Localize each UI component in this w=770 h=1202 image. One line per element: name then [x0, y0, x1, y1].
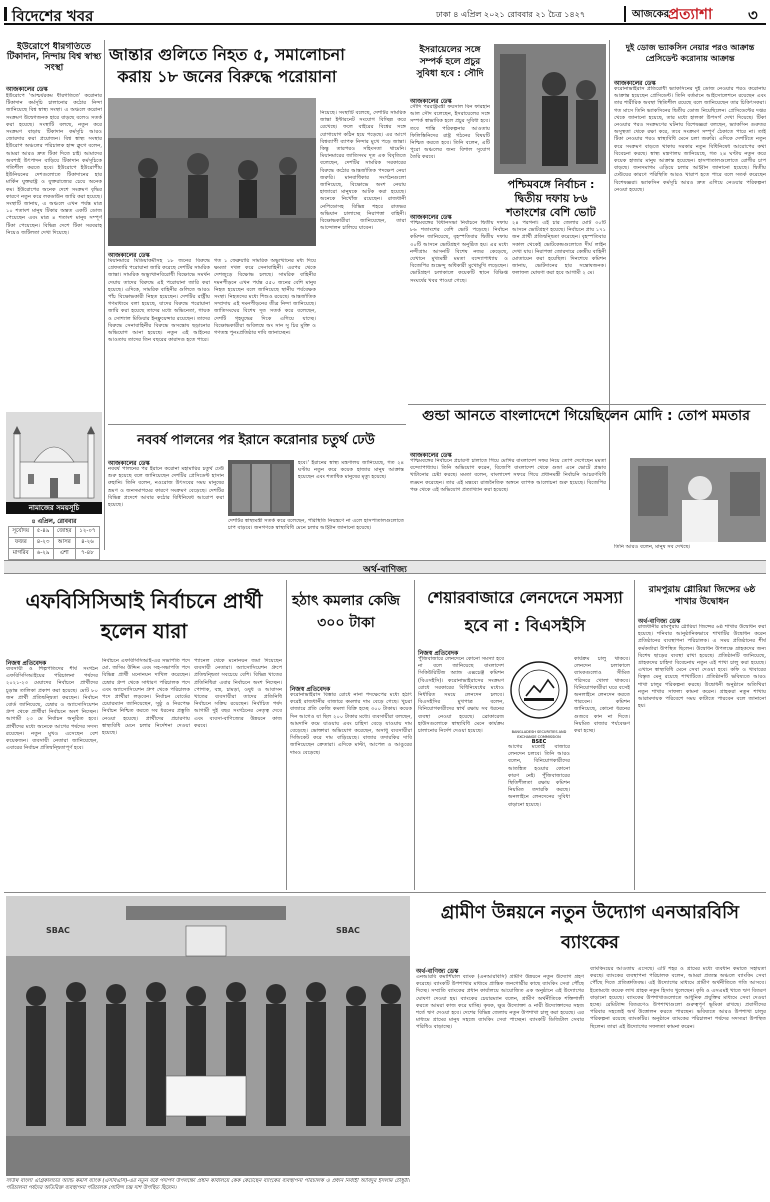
bsec-logo-abbr: BSEC [531, 739, 547, 745]
bsec-desk: নিজস্ব প্রতিবেদক [418, 650, 459, 657]
bsec-body-2: আগের মতোই বাজারে লেনদেন চলবে। তিনি আরও বলেন, বিনিয়োগকারীদের আতঙ্কিত হওয়ার কোনো কারণ নেই। পুঁজিবাজারের স্থিতিশীলতা রক্ষায় কমিশন নিয়মিত তদারকি করছে। অনলাইনে লেনদেনের সুবিধা বাড়ানো হয়েছে। [508, 744, 570, 808]
iran-headline: নববর্ষ পালনের পর ইরানে করোনার চতুর্থ ঢেউ [137, 433, 375, 448]
myanmar-headline: জান্তার গুলিতে নিহত ৫, সমালোচনা করায় ১৮ জনের বিরুদ্ধে পরোয়ানা [109, 45, 345, 86]
nrbc-desk: অর্থ-বাণিজ্য ডেস্ক [416, 968, 459, 975]
business-band-title: অর্থ-বাণিজ্য [363, 565, 407, 575]
orange-headline: হঠাৎ কমলার কেজি ৩০০ টাকা [292, 593, 400, 631]
modi-desk: আজকালের ডেস্ক [410, 452, 452, 459]
polling-image [494, 44, 606, 174]
iran-photo [228, 460, 294, 516]
glorias-body: রাজধানীর রামপুরায় গ্লোরিয়া জিন্সের ৬ষ্ঠ শাখার উদ্বোধন করা হয়েছে। শনিবার আনুষ্ঠানিকভাবে শাখাটির উদ্বোধন করেন প্রতিষ্ঠানের ব্যবস্থাপনা পরিচালক। এ সময় প্রতিষ্ঠানের শীর্ষ কর্মকর্তারা উপস্থিত ছিলেন। উদ্বোধন উপলক্ষে গ্রাহকদের জন্য বিশেষ ছাড়ের ব্যবস্থা রাখা হয়েছে। প্রতিষ্ঠানটি জানিয়েছে, গ্রাহকদের চাহিদা বিবেচনায় নতুন এই শাখা চালু করা হয়েছে। এখানে স্বাস্থ্যবিধি মেনে সেবা দেওয়া হবে। কফি ও খাবারের বিস্তৃত মেনু রয়েছে শাখাটিতে। প্রতিষ্ঠানটি ভবিষ্যতে আরও শাখা চালুর পরিকল্পনা করছে। উদ্বোধনী অনুষ্ঠানে অতিথিরা নতুন শাখার সাফল্য কামনা করেন। গ্রাহকরা নতুন শাখায় আরামদায়ক পরিবেশে সময় কাটাতে পারবেন বলে জানানো হয়। [638, 624, 766, 710]
section-rule [4, 892, 766, 893]
prayer-row: মাগরিব ৬-২৯ এশা ৭-৪৮ [9, 549, 100, 560]
date-line: ঢাকা ৪ এপ্রিল ২০২১ রোববার ২১ চৈত্র ১৪২৭ [436, 10, 586, 19]
myanmar-photo [108, 98, 316, 246]
dhaka-corona-body: করোনাভাইরাস প্রতিরোধী ভ্যাকসিনের দুই ডোজ নেওয়ার পরও করোনায় আক্রান্ত হয়েছেন প্রেসিডেন্ট। তিনি বর্তমানে আইসোলেশনে রয়েছেন এবং তার শারীরিক অবস্থা স্থিতিশীল রয়েছে বলে জানিয়েছেন তার চিকিৎসকরা। গত মাসে তিনি ভ্যাকসিনের দ্বিতীয় ডোজ নিয়েছিলেন। প্রেসিডেন্টের দপ্তর থেকে জানানো হয়েছে, তার মধ্যে হালকা উপসর্গ দেখা দিয়েছে। টিকা নেওয়ার পরও সংক্রমণের ঘটনায় বিশেষজ্ঞরা বলছেন, ভ্যাকসিন গুরুতর অসুস্থতা থেকে রক্ষা করে, তবে সংক্রমণ সম্পূর্ণ ঠেকাতে পারে না। তাই টিকা নেওয়ার পরও স্বাস্থ্যবিধি মেনে চলা জরুরি। এদিকে দেশটিতে নতুন করে সংক্রমণ বাড়তে থাকায় সরকার নতুন বিধিনিষেধ আরোপের কথা বিবেচনা করছে। স্বাস্থ্য মন্ত্রণালয় জানিয়েছে, গত ২৪ ঘণ্টায় নতুন করে কয়েক হাজার মানুষ আক্রান্ত হয়েছেন। হাসপাতালগুলোতে রোগীর চাপ বাড়ছে। জনসমাগম এড়িয়ে চলার আহ্বান জানানো হয়েছে। দ্বিতীয় ঢেউয়ের কারণে পরিস্থিতি আরও খারাপ হতে পারে বলে সতর্ক করেছেন বিশেষজ্ঞরা। ভ্যাকসিন কর্মসূচি আরও দ্রুত এগিয়ে নেওয়ার পরিকল্পনা নেওয়া হয়েছে। [614, 86, 766, 193]
israel-body: সৌদি পররাষ্ট্রমন্ত্রী ফয়সাল বিন ফারহান আল সৌদ বলেছেন, ইসরায়েলের সঙ্গে সম্পর্ক স্বাভাবিক হলে প্রচুর সুবিধা হবে। তবে শান্তি পরিকল্পনার আওতায় ফিলিস্তিনিদের রাষ্ট্র গঠনের বিষয়টি নিশ্চিত করতে হবে। তিনি বলেন, এটি পুরো অঞ্চলের জন্য বিশাল সুযোগ তৈরি করবে। [410, 104, 490, 161]
myanmar-body-3: নিয়েছে। সংস্থাটি বলেছে, দেশটির সামরিক জান্তা ইন্টারনেট সংযোগ বিচ্ছিন্ন করে রেখেছে। ফলে বাইরের বিশ্বের সঙ্গে যোগাযোগ কঠিন হয়ে পড়েছে। এর আগে বিশ্বব্যাপী ব্যাপক নিন্দার মুখে পড়ে জান্তা। কিন্তু তারপরও সহিংসতা থামেনি। মিয়ানমারের জাতিসংঘ দূত এক বিবৃতিতে বলেছেন, দেশটির সামরিক সরকারের বিরুদ্ধে কঠোর আন্তর্জাতিক পদক্ষেপ নেয়া জরুরি। মানবাধিকার সংগঠনগুলো জানিয়েছে, বিক্ষোভে অংশ নেয়ায় হাজারো মানুষকে আটক করা হয়েছে। অনেকে নিখোঁজ রয়েছেন। রাজধানী নেপিডোসহ বিভিন্ন শহরে রাতভর অভিযান চালাচ্ছে নিরাপত্তা বাহিনী। বিক্ষোভকারীরা জানিয়েছেন, তারা আন্দোলন চালিয়ে যাবেন। [320, 110, 406, 232]
bsec-headline: শেয়ারবাজারে লেনদেনে সমস্যা হবে না : বিএসইসি [427, 588, 623, 635]
bsec-emblem-icon [508, 656, 570, 726]
sbac-photo [6, 896, 410, 1176]
bengal-photo [494, 44, 606, 174]
orange-body: করোনাভাইরাস বিস্তার রোধে নানা পদক্ষেপের মধ্যে হঠাৎ করেই রাজধানীর বাজারে কমলার দাম বেড়ে গেছে। খুচরা বাজারে প্রতি কেজি কমলা বিক্রি হচ্ছে ৩০০ টাকায়। কয়েক দিন আগেও যা ছিল ২০০ টাকার মধ্যে। ব্যবসায়ীরা বলছেন, আমদানি কমে যাওয়ায় এবং চাহিদা বেড়ে যাওয়ায় দাম বেড়েছে। ভোক্তারা অভিযোগ করেছেন, অসাধু ব্যবসায়ীরা সিন্ডিকেট করে দাম বাড়িয়েছে। বাজার তদারকির দাবি জানিয়েছেন ক্রেতারা। এদিকে মাল্টা, আপেল ও আঙুরের দামও বেড়েছে। [290, 692, 412, 756]
europe-desk: আজকালের ডেস্ক [6, 86, 48, 93]
sbac-group-image [6, 896, 410, 1176]
mosque-icon [6, 412, 102, 502]
column-rule [104, 40, 105, 550]
modi-body: পশ্চিমবঙ্গের নির্বাচনে প্রচারণা চালাতে গিয়ে মোদির বাংলাদেশ সফর নিয়ে তোপ দেগেছেন মমতা বন্দ্যোপাধ্যায়। তিনি অভিযোগ করেন, বিজেপি বাংলাদেশ থেকে গুন্ডা এনে ভোটে প্রভাব খাটানোর চেষ্টা করছে। মমতা বলেন, বাংলাদেশ সফরে গিয়ে প্রধানমন্ত্রী নির্বাচনি আচরণবিধি লঙ্ঘন করেছেন। তার এই মন্তব্যে রাজনৈতিক অঙ্গনে ব্যাপক আলোচনা শুরু হয়েছে। বিজেপির পক্ষ থেকে এই অভিযোগ প্রত্যাখ্যান করা হয়েছে। [410, 458, 606, 493]
orange-desk: নিজস্ব প্রতিবেদক [290, 686, 331, 693]
prayer-title: নামাজের সময়সূচি [6, 502, 102, 514]
brand-prefix: আজকের [632, 9, 670, 20]
section-rule [408, 404, 766, 405]
fbcci-headline: এফবিসিসিআই নির্বাচনে প্রার্থী হলেন যারা [25, 589, 263, 643]
myanmar-desk: আজকালের ডেস্ক [108, 252, 150, 259]
column-rule [286, 580, 287, 890]
myanmar-body-1: মিয়ানমারে মিডিয়াকর্মীসহ ১৮ জনের বিরুদ্ধে গ্রেফতারি পরোয়ানা জারি করেছে দেশটির সামরিক জান্তা। সামরিক অভ্যুত্থানবিরোধী বিক্ষোভে সমর্থন দেয়ায় তাদের বিরুদ্ধে এই পরোয়ানা জারি করা হয়েছে। এদিকে, সামরিক বাহিনীর গুলিতে আরও পাঁচ বিক্ষোভকারী নিহত হয়েছেন। দেশটির রাষ্ট্রীয় গণমাধ্যমে বলা হয়েছে, যাদের বিরুদ্ধে পরোয়ানা জারি করা হয়েছে তাদের মধ্যে অভিনেতা, গায়ক ও সোশ্যাল মিডিয়ার ইনফ্লুয়েন্সার রয়েছেন। তাদের বিরুদ্ধে সেনাবাহিনীর বিরুদ্ধে অসন্তোষ ছড়ানোর অভিযোগ আনা হয়েছে। নতুন এই আইনের আওতায় তাদের তিন বছরের কারাদণ্ড হতে পারে। [108, 258, 210, 344]
israel-headline: ইসরায়েলের সঙ্গে সম্পর্ক হলে প্রচুর সুবিধা হবে : সৌদি [416, 45, 484, 79]
sbac-banner-right: SBAC [336, 926, 360, 935]
bsec-body-3: কার্যক্রম চালু থাকবে। লেনদেন চলাকালে ব্যাংকগুলোও সীমিত পরিসরে খোলা থাকবে। বিনিয়োগকারীরা ঘরে বসেই অনলাইনে লেনদেন করতে পারবেন। কমিশন জানিয়েছে, কোনো ধরনের গুজবে কান না দিতে। নিয়মিত বাজার পর্যবেক্ষণ করা হচ্ছে। [574, 656, 630, 735]
iran-image [228, 460, 294, 516]
europe-body: ইউরোপে 'আশ্চর্যরকম ধীরগতিতে' করোনার টিকাদান কর্মসূচি চালানোর কঠোর নিন্দা জানিয়েছে বিশ্ব স্বাস্থ্য সংস্থা। এ অঞ্চলে করোনা সংক্রমণ উদ্বেগজনক হারে বাড়ছে বলেও সতর্ক করা হয়েছে। সংস্থাটি বলছে, নতুন করে সংক্রমণ বাড়ায় টিকাদান কর্মসূচি আরও জোরদার করা প্রয়োজন। বিশ্ব স্বাস্থ্য সংস্থার ইউরোপ অঞ্চলের পরিচালক হান্স ক্লুগে বলেন, আমরা আরও দ্রুত টিকা দিতে চাই। আমাদের অবশ্যই উৎপাদন বাড়িয়ে টিকাদান কর্মসূচিকে গতিশীল করতে হবে। ইউরোপে ইউরোপীয় ইউনিয়নের দেশগুলোতে টিকাদানের হার মার্কিন যুক্তরাষ্ট্র ও যুক্তরাজ্যের চেয়ে অনেক কম। ইউরোপের অনেক দেশে সংক্রমণ বৃদ্ধির কারণে নতুন করে লকডাউন জারি করা হয়েছে। সংস্থাটি জানায়, এ অঞ্চলে এখন পর্যন্ত মাত্র ১০ শতাংশ মানুষ টিকার অন্তত একটি ডোজ পেয়েছেন এবং মাত্র ৪ শতাংশ মানুষ সম্পূর্ণ টিকা পেয়েছেন। বিভিন্ন দেশে টিকা সরবরাহ নিয়েও জটিলতা দেখা দিয়েছে। [6, 93, 102, 236]
section-marker [4, 7, 7, 21]
modi-body-2: তিনি আরও বলেন, মানুষ সব দেখছে। [614, 544, 691, 550]
sbac-banner-left: SBAC [46, 926, 70, 935]
nrbc-body-1: এনআরবি কমার্শিয়াল ব্যাংক (এনআরবিসি) গ্রামীণ উন্নয়নে নতুন উদ্যোগ গ্রহণ করেছে। ব্যাংকটি উপশাখার মাধ্যমে প্রান্তিক জনগোষ্ঠীর কাছে ব্যাংকিং সেবা পৌঁছে দিচ্ছে। সম্প্রতি ব্যাংকের প্রধান কার্যালয়ে আয়োজিত এক অনুষ্ঠানে এই উদ্যোগের ঘোষণা দেওয়া হয়। ব্যাংকের চেয়ারম্যান বলেন, গ্রামীণ অর্থনীতিকে শক্তিশালী করতে আমরা কাজ করে যাচ্ছি। কৃষক, ক্ষুদ্র উদ্যোক্তা ও নারী উদ্যোক্তাদের সহজ শর্তে ঋণ দেওয়া হবে। দেশের বিভিন্ন জেলায় নতুন উপশাখা চালু করা হয়েছে। এর মাধ্যমে গ্রামের মানুষ সহজে ব্যাংকিং সেবা পাচ্ছেন। ব্যাংকটি ডিজিটাল সেবার পরিধিও বাড়াচ্ছে। [416, 974, 584, 1031]
protest-image [108, 98, 316, 246]
iran-body-2: দেশটির স্বাস্থ্যমন্ত্রী সতর্ক করে বলেছেন, পরিস্থিতি নিয়ন্ত্রণে না এলে হাসপাতালগুলোতে চাপ বাড়বে। জনগণকে স্বাস্থ্যবিধি মেনে চলার আহ্বান জানানো হয়েছে। [228, 518, 404, 532]
brand-divider [624, 6, 626, 22]
prayer-date: ৪ এপ্রিল, রোববার [31, 518, 77, 525]
dhaka-corona-headline: দুই ডোজ ভ্যাকসিন নেয়ার পরও আক্রান্ত প্রেসিডেন্ট করোনায় আক্রান্ত [625, 43, 755, 63]
page-header [4, 3, 766, 25]
bsec-logo [508, 656, 570, 745]
bengal-election-headline: পশ্চিমবঙ্গে নির্বাচন : দ্বিতীয় দফায় ৮৬ শতাংশের বেশি ভোট [506, 178, 596, 219]
page-number: ৩ [748, 6, 758, 24]
fbcci-body-3: প্যানেল থেকে মনোনয়ন জমা দিয়েছেন ব্যবসায়ী নেতারা। অ্যাসোসিয়েশন গ্রুপে প্রতিদ্বন্দ্বিতা সবচেয়ে বেশি। বিভিন্ন খাতের প্রতিনিধিরা এবার নির্বাচনে অংশ নিচ্ছেন। পোশাক, বস্ত্র, চামড়া, ওষুধ ও আবাসন খাতের ব্যবসায়ীরা তাদের প্রতিনিধি নির্বাচনে সক্রিয় রয়েছেন। নির্বাচিত পর্ষদ আগামী দুই বছর সংগঠনের নেতৃত্ব দেবে এবং ব্যবসা-বাণিজ্যের উন্নয়নে কাজ করবে। [194, 658, 282, 729]
myanmar-body-2: গত ১ ফেব্রুয়ারি সামরিক অভ্যুত্থানের মধ্য দিয়ে ক্ষমতা দখল করে সেনাবাহিনী। এরপর থেকে দেশজুড়ে বিক্ষোভ চলছে। সামরিক বাহিনীর দমনপীড়নে এখন পর্যন্ত ৫৫০ জনের বেশি মানুষ নিহত হয়েছেন বলে জানিয়েছে স্থানীয় পর্যবেক্ষক সংস্থা। নিহতদের মধ্যে শিশুও রয়েছে। আন্তর্জাতিক সম্প্রদায় এই দমনপীড়নের তীব্র নিন্দা জানিয়েছে। জাতিসংঘের বিশেষ দূত সতর্ক করে বলেছেন, দেশটি গৃহযুদ্ধের দিকে এগিয়ে যাচ্ছে। বিক্ষোভকারীরা অবিলম্বে অং সান সু চির মুক্তি ও গণতন্ত্র পুনঃপ্রতিষ্ঠার দাবি জানাচ্ছেন। [214, 258, 316, 337]
brand-name: প্রত্যাশা [668, 5, 713, 23]
prayer-table [8, 526, 100, 560]
bsec-logo-text: BANGLADESH SECURITIES AND EXCHANGE COMMISSION [511, 730, 567, 739]
europe-headline: ইউরোপে ধীরগতিতে টিকাদান, নিন্দায় বিশ্ব স্বাস্থ্য সংস্থা [6, 42, 102, 73]
business-band [4, 560, 766, 574]
section-title: বিদেশের খবর [12, 7, 94, 25]
column-rule [414, 580, 415, 890]
column-rule [634, 580, 635, 890]
mamata-photo [630, 458, 766, 542]
glorias-desk: অর্থ-বাণিজ্য ডেস্ক [638, 618, 681, 625]
prayer-row: সূর্যোদয় ৫-৪৯ জোহর ১২-০৭ [9, 527, 100, 538]
mamata-image [630, 458, 766, 542]
glorias-headline: রামপুরায় গ্লোরিয়া জিন্সের ৬ষ্ঠ শাখার উদ্বোধন [648, 585, 756, 607]
iran-body-3: হবে।' ইরানের স্বাস্থ্য মন্ত্রণালয় জানিয়েছে, গত ২৪ ঘণ্টায় নতুন করে কয়েক হাজার মানুষ আক্রান্ত হয়েছেন এবং শতাধিক মানুষের মৃত্যু হয়েছে। [298, 460, 404, 481]
dhaka-corona-desk: আজকালের ডেস্ক [614, 80, 656, 87]
bengal-election-desk: আজকালের ডেস্ক [410, 214, 452, 221]
sbac-caption: সাউথ বাংলা এগ্রিকালচার অ্যান্ড কমার্স ব্যাংক (এসবিএসি)-এর নতুন বর্ষে পদার্পণ উপলক্ষ্যে প্রধান কার্যালয়ে কেক কেটেছেন ব্যাংকের ব্যবস্থাপনা পরিচালক ও প্রধান নির্বাহী আবিদুর ইসলাম চৌধুরী। পরিচালনা পর্ষদের অতিরিক্ত ব্যবস্থাপনা পরিচালক গোবিন্দ চন্দ্র দাশ উপস্থিত ছিলেন। [6, 1178, 410, 1191]
modi-headline: গুন্ডা আনতে বাংলাদেশে গিয়েছিলেন মোদি : তোপ মমতার [422, 408, 750, 424]
fbcci-desk: নিজস্ব প্রতিবেদক [6, 660, 47, 667]
bengal-election-body-2: ২৪ পরগনা। এই চার জেলার মোট ৩০টি আসনে ভোটগ্রহণ হয়েছে। নির্বাচনে প্রায় ১৭১ জন প্রার্থী প্রতিদ্বন্দ্বিতা করেছেন। বৃহস্পতিবার সকাল থেকেই ভোটকেন্দ্রগুলোতে দীর্ঘ লাইন দেখা যায়। নিরাপত্তা জোরদারে কেন্দ্রীয় বাহিনী মোতায়েন করা হয়েছিল। দিনশেষে কমিশন জানায়, ভোটদানের হার সন্তোষজনক। ফলাফল ঘোষণা করা হবে আগামী ২ মে। [512, 220, 606, 277]
israel-desk: আজকালের ডেস্ক [410, 98, 452, 105]
fbcci-body-2: নির্বাচনে এফবিসিসিআই-এর সভাপতি পদে মো. জসিম উদ্দিন এবং সহ-সভাপতি পদে বিভিন্ন প্রার্থী মনোনয়ন দাখিল করেছেন। চেম্বার গ্রুপ থেকে সাধারণ পরিচালক পদে এবং অ্যাসোসিয়েশন গ্রুপ থেকে পরিচালক পদে প্রার্থীরা লড়বেন। নির্বাচন বোর্ডের চেয়ারম্যান জানিয়েছেন, সুষ্ঠু ও নিরপেক্ষ নির্বাচন নিশ্চিত করতে সব ধরনের প্রস্তুতি নেওয়া হয়েছে। প্রার্থীদের প্রচারণায় স্বাস্থ্যবিধি মেনে চলার নির্দেশনা দেওয়া হয়েছে। [102, 658, 190, 737]
iran-desk: আজকালের ডেস্ক [108, 460, 150, 467]
fbcci-body-1: ব্যবসায়ী ও শিল্পপতিদের শীর্ষ সংগঠন এফবিসিসিআইয়ের পরিচালনা পর্ষদের ২০২১-২৩ মেয়াদের নির্বাচনে প্রার্থীদের চূড়ান্ত তালিকা প্রকাশ করা হয়েছে। মোট ৮০ জন প্রার্থী প্রতিদ্বন্দ্বিতা করছেন। নির্বাচন বোর্ড জানিয়েছে, চেম্বার ও অ্যাসোসিয়েশন গ্রুপ থেকে প্রার্থীরা নির্বাচনে অংশ নিচ্ছেন। আগামী ২৩ মে নির্বাচন অনুষ্ঠিত হবে। প্রার্থীদের মধ্যে অনেকে আগের পর্ষদের সদস্য রয়েছেন। নতুন মুখও এসেছেন বেশ কয়েকজন। ব্যবসায়ী নেতারা জানিয়েছেন, এবারের নির্বাচন প্রতিদ্বন্দ্বিতাপূর্ণ হবে। [6, 666, 98, 752]
prayer-row: ফজর ৪-২৩ আসর ৪-২৬ [9, 538, 100, 549]
mosque-photo [6, 412, 102, 502]
iran-body: নববর্ষ পালনের পর ইরানে করোনা মহামারির চতুর্থ ঢেউ শুরু হয়েছে বলে জানিয়েছেন দেশটির প্রেসিডেন্ট হাসান রুহানি। তিনি বলেন, নওরোজ উৎসবের সময় মানুষের ভ্রমণ ও জনসমাগমের কারণে সংক্রমণ বেড়েছে। দেশটির বিভিন্ন প্রদেশে আবার কঠোর বিধিনিষেধ আরোপ করা হয়েছে। [108, 466, 224, 509]
bsec-body-1: পুঁজিবাজারে লেনদেনে কোনো সমস্যা হবে না বলে জানিয়েছে বাংলাদেশ সিকিউরিটিজ অ্যান্ড এক্সচেঞ্জ কমিশন (বিএসইসি)। করোনাভাইরাসের সংক্রমণ রোধে সরকারের বিধিনিষেধের মধ্যেও নির্ধারিত সময়ে লেনদেন চলবে। বিএসইসির মুখপাত্র বলেন, বিনিয়োগকারীদের স্বার্থ রক্ষায় সব ধরনের ব্যবস্থা নেওয়া হয়েছে। ব্রোকারেজ হাউসগুলোকে স্বাস্থ্যবিধি মেনে কার্যক্রম চালানোর নির্দেশ দেওয়া হয়েছে। [418, 656, 504, 735]
nrbc-body-2: ব্যাংকিংয়ের আওতায় এসেছে। এটি শহর ও গ্রামের মধ্যে ব্যবধান কমাতে সহায়তা করছে। ব্যাংকের ব্যবস্থাপনা পরিচালক বলেন, আমরা প্রত্যন্ত অঞ্চলে ব্যাংকিং সেবা পৌঁছে দিতে প্রতিশ্রুতিবদ্ধ। এই উদ্যোগের মাধ্যমে গ্রামীণ অর্থনীতিতে গতি আসবে। ইতোমধ্যে কয়েক লাখ গ্রাহক নতুন হিসাব খুলেছেন। কৃষি ও এসএমই খাতে ঋণ বিতরণ বাড়ানো হয়েছে। ব্যাংকের উপশাখাগুলোতে আধুনিক প্রযুক্তির মাধ্যমে সেবা দেওয়া হচ্ছে। রেমিট্যান্স বিতরণেও উপশাখাগুলো গুরুত্বপূর্ণ ভূমিকা রাখছে। প্রবাসীদের পরিবার সহজেই অর্থ উত্তোলন করতে পারছেন। ভবিষ্যতে আরও উপশাখা চালুর পরিকল্পনা রয়েছে ব্যাংকটির। অনুষ্ঠানে ব্যাংকের পরিচালনা পর্ষদের সদস্যরা উপস্থিত ছিলেন। তারা এই উদ্যোগের সফলতা কামনা করেন। [590, 966, 766, 1030]
section-rule [108, 424, 406, 425]
nrbc-headline: গ্রামীণ উন্নয়নে নতুন উদ্যোগ এনআরবিসি ব্যাংকের [440, 902, 740, 953]
bengal-election-body-1: পশ্চিমবঙ্গের বিধানসভা নির্বাচনে দ্বিতীয় দফায় ৮৬ শতাংশের বেশি ভোট পড়েছে। নির্বাচন কমিশন জানিয়েছে, বৃহস্পতিবার দ্বিতীয় দফায় ৩০টি আসনে ভোটগ্রহণ অনুষ্ঠিত হয়। এর মধ্যে নন্দীগ্রাম আসনটি বিশেষ নজর কেড়েছে, যেখানে মুখ্যমন্ত্রী মমতা বন্দ্যোপাধ্যায় ও বিজেপির শুভেন্দু অধিকারী মুখোমুখি লড়েছেন। ভোটগ্রহণ চলাকালে কয়েকটি স্থানে বিক্ষিপ্ত সংঘর্ষের খবর পাওয়া গেছে। [410, 220, 508, 284]
